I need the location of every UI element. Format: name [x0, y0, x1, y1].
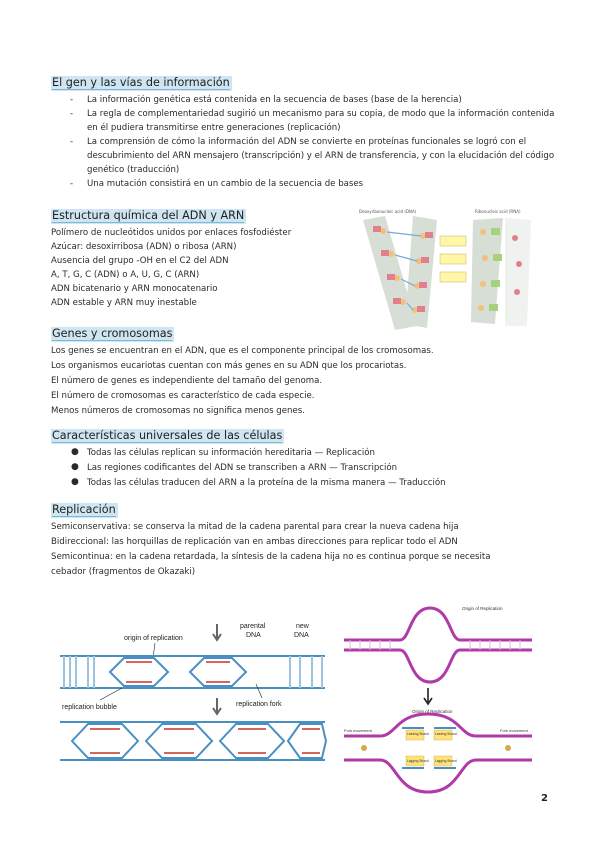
replication-bubble-figure: [50, 612, 332, 792]
new-dna-label: new: [296, 623, 309, 630]
list-item: ● Todas las células replican su información hereditaria — Replicación: [71, 447, 375, 458]
list-item: - La regla de complementariedad sugirió un mecanismo para su copia, de modo que la información contenida en él pudiera transmitirse entre generaciones (replicación): [70, 109, 555, 133]
fork-label: replication fork: [236, 701, 282, 708]
text-line: El número de cromosomas es característico de cada especie.: [51, 391, 315, 401]
dna-figure-label: Deoxyribonucleic acid (DNA): [359, 209, 417, 214]
down-arrow-icon: [424, 688, 432, 704]
section-gen: [51, 71, 555, 191]
text-line: ADN estable y ARN muy inestable: [51, 298, 197, 308]
dna-rna-structure-figure: [355, 206, 550, 331]
replication-fork-figure: [340, 602, 536, 802]
list-item: - La información genética está contenida en la secuencia de bases (base de la herencia): [70, 95, 462, 105]
fork-left-label: Fork movement: [344, 728, 372, 733]
lagging-label: Lagging Strand: [435, 759, 457, 763]
section-caracteristicas: [51, 424, 551, 491]
section-title-caracteristicas: Características universales de las células: [52, 429, 283, 442]
text-line: Los organismos eucariotas cuentan con más genes en su ADN que los procariotas.: [51, 361, 407, 371]
text-line: El número de genes es independiente del tamaño del genoma.: [51, 376, 323, 386]
fork-right-label: Fork movement: [500, 728, 528, 733]
list-item: ● Todas las células traducen del ARN a la proteína de la misma manera — Traducción: [71, 477, 446, 488]
new-dna-label-2: DNA: [294, 632, 309, 639]
text-line: Semicontinua: en la cadena retardada, la síntesis de la cadena hija no es continua porque se necesita: [51, 552, 491, 562]
list-item: - La comprensión de cómo la información del ADN se convierte en proteínas funcionales se logró con el descubrimiento del ARN mensajero (transcripción) y el ARN de transferencia, y con la elucidación del código genético (traducción): [70, 137, 555, 175]
origin-label: origin of replication: [124, 635, 183, 642]
leading-label: Leading Strand: [435, 732, 457, 736]
text-line: Polímero de nucleótidos unidos por enlaces fosfodiéster: [51, 228, 292, 238]
section-title-genes: Genes y cromosomas: [52, 327, 173, 340]
bubble-label: replication bubble: [62, 704, 117, 711]
parental-dna-label-2: DNA: [246, 632, 261, 639]
page-number: 2: [541, 793, 548, 804]
down-arrow-icon: [213, 624, 221, 640]
parental-dna-label: parental: [240, 623, 266, 630]
section-title-replicacion: Replicación: [52, 503, 116, 516]
text-line: Azúcar: desoxirribosa (ADN) o ribosa (ARN): [51, 242, 237, 252]
down-arrow-icon: [213, 698, 221, 714]
lagging-label: Lagging Strand: [407, 759, 429, 763]
text-line: Los genes se encuentran en el ADN, que es el componente principal de los cromosomas.: [51, 346, 434, 356]
section-title-gen: El gen y las vías de información: [52, 76, 230, 89]
list-item: - Una mutación consistirá en un cambio de la secuencia de bases: [70, 179, 364, 189]
section-title-estructura: Estructura química del ADN y ARN: [52, 209, 245, 222]
text-line: Semiconservativa: se conserva la mitad de la cadena parental para crear la nueva cadena hija: [51, 522, 459, 532]
section-replicacion: [51, 498, 551, 580]
rna-figure-label: Ribonucleic acid (RNA): [475, 209, 521, 214]
text-line: cebador (fragmentos de Okazaki): [51, 567, 196, 577]
text-line: Menos números de cromosomas no significa menos genes.: [51, 406, 305, 416]
dna-row-2: [60, 722, 326, 760]
origin-mid-label: Origin of Replication: [412, 709, 453, 714]
text-line: A, T, G, C (ADN) o A, U, G, C (ARN): [51, 270, 200, 280]
text-line: ADN bicatenario y ARN monocatenario: [51, 284, 218, 294]
section-estructura: [51, 204, 341, 310]
text-line: Bidireccional: las horquillas de replicación van en ambas direcciones para replicar todo el ADN: [51, 537, 458, 547]
section-genes: [51, 322, 551, 419]
origin-top-label: Origin of Replication: [462, 606, 503, 611]
leading-label: Leading Strand: [407, 732, 429, 736]
list-item: ● Las regiones codificantes del ADN se transcriben a ARN — Transcripción: [71, 462, 398, 473]
dna-row-1: [60, 656, 325, 688]
text-line: Ausencia del grupo -OH en el C2 del ADN: [51, 256, 229, 266]
